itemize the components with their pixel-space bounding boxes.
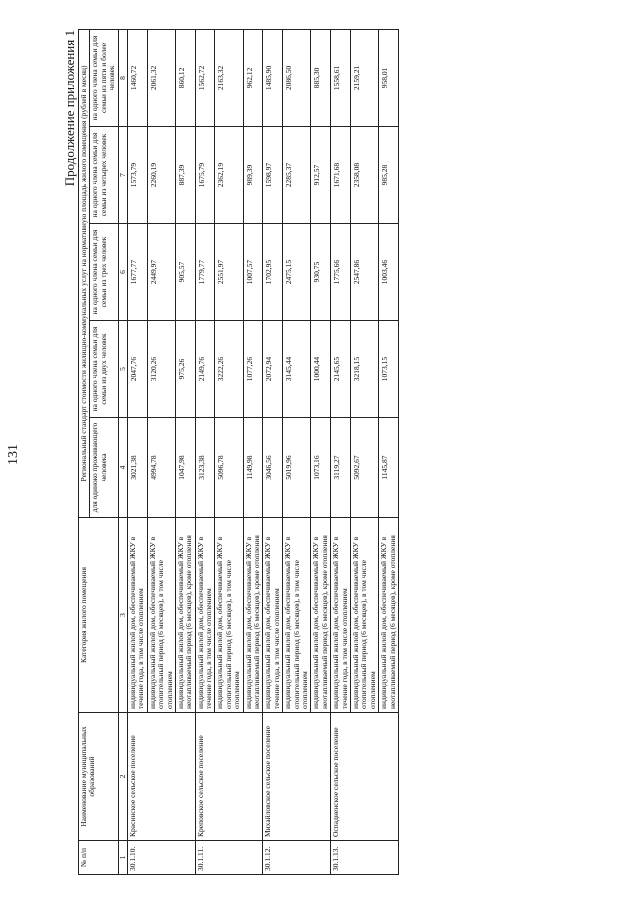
value-family-2: 3145,44	[283, 321, 311, 418]
municipality-name: Михайловское сельское поселение	[263, 713, 331, 841]
table-row	[263, 29, 283, 874]
value-single: 1149,98	[243, 418, 263, 518]
value-family-3: 930,75	[311, 224, 331, 321]
value-single: 3123,38	[195, 418, 215, 518]
value-family-4: 2358,08	[350, 127, 378, 224]
housing-category: индивидуальный жилой дом, обеспечиваемый ЖКУ в отопительный период (6 месяцев), в том числе отоплением	[215, 518, 243, 713]
row-code: 30.1.12.	[263, 841, 331, 875]
value-family-4: 2260,19	[147, 127, 175, 224]
value-family-3: 2475,15	[283, 224, 311, 321]
value-family-3: 1003,46	[379, 224, 399, 321]
value-family-4: 1573,79	[127, 127, 147, 224]
value-family-3: 1007,57	[243, 224, 263, 321]
value-single: 5092,67	[350, 418, 378, 518]
table-head	[79, 29, 128, 874]
value-single: 3119,27	[331, 418, 351, 518]
header-category: Категория жилого помещения	[79, 518, 119, 713]
housing-category: индивидуальный жилой дом, обеспечиваемый ЖКУ в течение года, в том числе отоплением	[331, 518, 351, 713]
continuation-label: Продолжение приложения 1	[62, 30, 77, 187]
value-family-4: 1675,79	[195, 127, 215, 224]
housing-category: индивидуальный жилой дом, обеспечиваемый ЖКУ в неотапливаемый период (6 месяцев), кроме отопления	[311, 518, 331, 713]
value-single: 5019,96	[283, 418, 311, 518]
value-family-2: 1000,44	[311, 321, 331, 418]
table-row	[195, 29, 215, 874]
header-col-8: на одного члена семьи для семьи из пяти и более человек	[90, 29, 118, 126]
value-family-5plus: 860,12	[175, 29, 195, 126]
value-family-5plus: 962,12	[243, 29, 263, 126]
header-col-5: на одного члена семьи для семьи из двух человек	[90, 321, 118, 418]
table-body	[127, 29, 398, 874]
municipality-name: Креповское сельское поселение	[195, 713, 263, 841]
col-index: 5	[118, 321, 127, 418]
col-index: 6	[118, 224, 127, 321]
value-single: 4994,78	[147, 418, 175, 518]
value-family-5plus: 1485,90	[263, 29, 283, 126]
value-family-5plus: 2086,50	[283, 29, 311, 126]
value-family-2: 2149,76	[195, 321, 215, 418]
value-family-2: 2072,94	[263, 321, 283, 418]
value-family-5plus: 1562,72	[195, 29, 215, 126]
housing-category: индивидуальный жилой дом, обеспечиваемый ЖКУ в отопительный период (6 месяцев), в том числе отоплением	[283, 518, 311, 713]
column-index-row	[118, 29, 127, 874]
header-col-7: на одного члена семьи для семьи из четырех человек	[90, 127, 118, 224]
value-family-2: 1077,26	[243, 321, 263, 418]
value-family-5plus: 2159,21	[350, 29, 378, 126]
value-family-5plus: 885,30	[311, 29, 331, 126]
value-family-2: 3120,26	[147, 321, 175, 418]
value-single: 3046,56	[263, 418, 283, 518]
value-family-4: 989,39	[243, 127, 263, 224]
value-family-4: 887,39	[175, 127, 195, 224]
value-family-3: 2551,97	[215, 224, 243, 321]
value-family-4: 1598,97	[263, 127, 283, 224]
value-family-2: 2047,76	[127, 321, 147, 418]
header-standard: Региональный стандарт стоимости жилищно-коммунальных услуг на нормативную площадь жилого помещения (рублей в месяц)	[79, 29, 90, 517]
row-code: 30.1.10.	[127, 841, 195, 875]
value-family-3: 1779,77	[195, 224, 215, 321]
col-index: 7	[118, 127, 127, 224]
value-family-2: 975,26	[175, 321, 195, 418]
value-family-2: 2145,65	[331, 321, 351, 418]
value-family-3: 1677,77	[127, 224, 147, 321]
value-single: 1145,87	[379, 418, 399, 518]
value-family-4: 1671,68	[331, 127, 351, 224]
housing-category: индивидуальный жилой дом, обеспечиваемый ЖКУ в течение года, в том числе отоплением	[127, 518, 147, 713]
municipality-name: Красинское сельское поселение	[127, 713, 195, 841]
value-single: 5096,78	[215, 418, 243, 518]
value-family-4: 2362,19	[215, 127, 243, 224]
standards-table	[78, 29, 399, 875]
value-family-3: 1775,66	[331, 224, 351, 321]
row-code: 30.1.13.	[331, 841, 399, 875]
value-family-5plus: 1558,61	[331, 29, 351, 126]
row-code: 30.1.11.	[195, 841, 263, 875]
col-index: 2	[118, 713, 127, 841]
value-single: 3021,38	[127, 418, 147, 518]
col-index: 3	[118, 518, 127, 713]
value-family-5plus: 2163,32	[215, 29, 243, 126]
housing-category: индивидуальный жилой дом, обеспечиваемый ЖКУ в течение года, в том числе отоплением	[195, 518, 215, 713]
value-family-4: 912,57	[311, 127, 331, 224]
value-family-3: 2449,97	[147, 224, 175, 321]
value-family-2: 3218,15	[350, 321, 378, 418]
page-number: 131	[6, 444, 21, 465]
housing-category: индивидуальный жилой дом, обеспечиваемый ЖКУ в неотапливаемый период (6 месяцев), кроме отопления	[243, 518, 263, 713]
value-family-5plus: 958,01	[379, 29, 399, 126]
value-family-5plus: 2061,32	[147, 29, 175, 126]
header-name: Наименование муниципальных образований	[79, 713, 119, 841]
value-family-4: 2285,37	[283, 127, 311, 224]
col-index: 8	[118, 29, 127, 126]
header-col-6: на одного члена семьи для семьи из трех человек	[90, 224, 118, 321]
municipality-name: Оспадненское сельское поселение	[331, 713, 399, 841]
value-family-3: 905,57	[175, 224, 195, 321]
housing-category: индивидуальный жилой дом, обеспечиваемый ЖКУ в отопительный период (6 месяцев), в том числе отоплением	[147, 518, 175, 713]
col-index: 1	[118, 841, 127, 875]
table-row	[127, 29, 147, 874]
value-family-3: 2547,86	[350, 224, 378, 321]
header-col-4: для одиноко проживающего человека	[90, 418, 118, 518]
housing-category: индивидуальный жилой дом, обеспечиваемый ЖКУ в неотапливаемый период (6 месяцев), кроме отопления	[175, 518, 195, 713]
housing-category: индивидуальный жилой дом, обеспечиваемый ЖКУ в отопительный период (6 месяцев), в том числе отоплением	[350, 518, 378, 713]
header-num: № п/п	[79, 841, 119, 875]
value-single: 1047,98	[175, 418, 195, 518]
value-single: 1073,16	[311, 418, 331, 518]
table-row	[331, 29, 351, 874]
value-family-3: 1702,95	[263, 224, 283, 321]
value-family-5plus: 1460,72	[127, 29, 147, 126]
housing-category: индивидуальный жилой дом, обеспечиваемый ЖКУ в течение года, в том числе отоплением	[263, 518, 283, 713]
value-family-2: 3222,26	[215, 321, 243, 418]
housing-category: индивидуальный жилой дом, обеспечиваемый ЖКУ в неотапливаемый период (6 месяцев), кроме отопления	[379, 518, 399, 713]
value-family-4: 985,28	[379, 127, 399, 224]
value-family-2: 1073,15	[379, 321, 399, 418]
col-index: 4	[118, 418, 127, 518]
